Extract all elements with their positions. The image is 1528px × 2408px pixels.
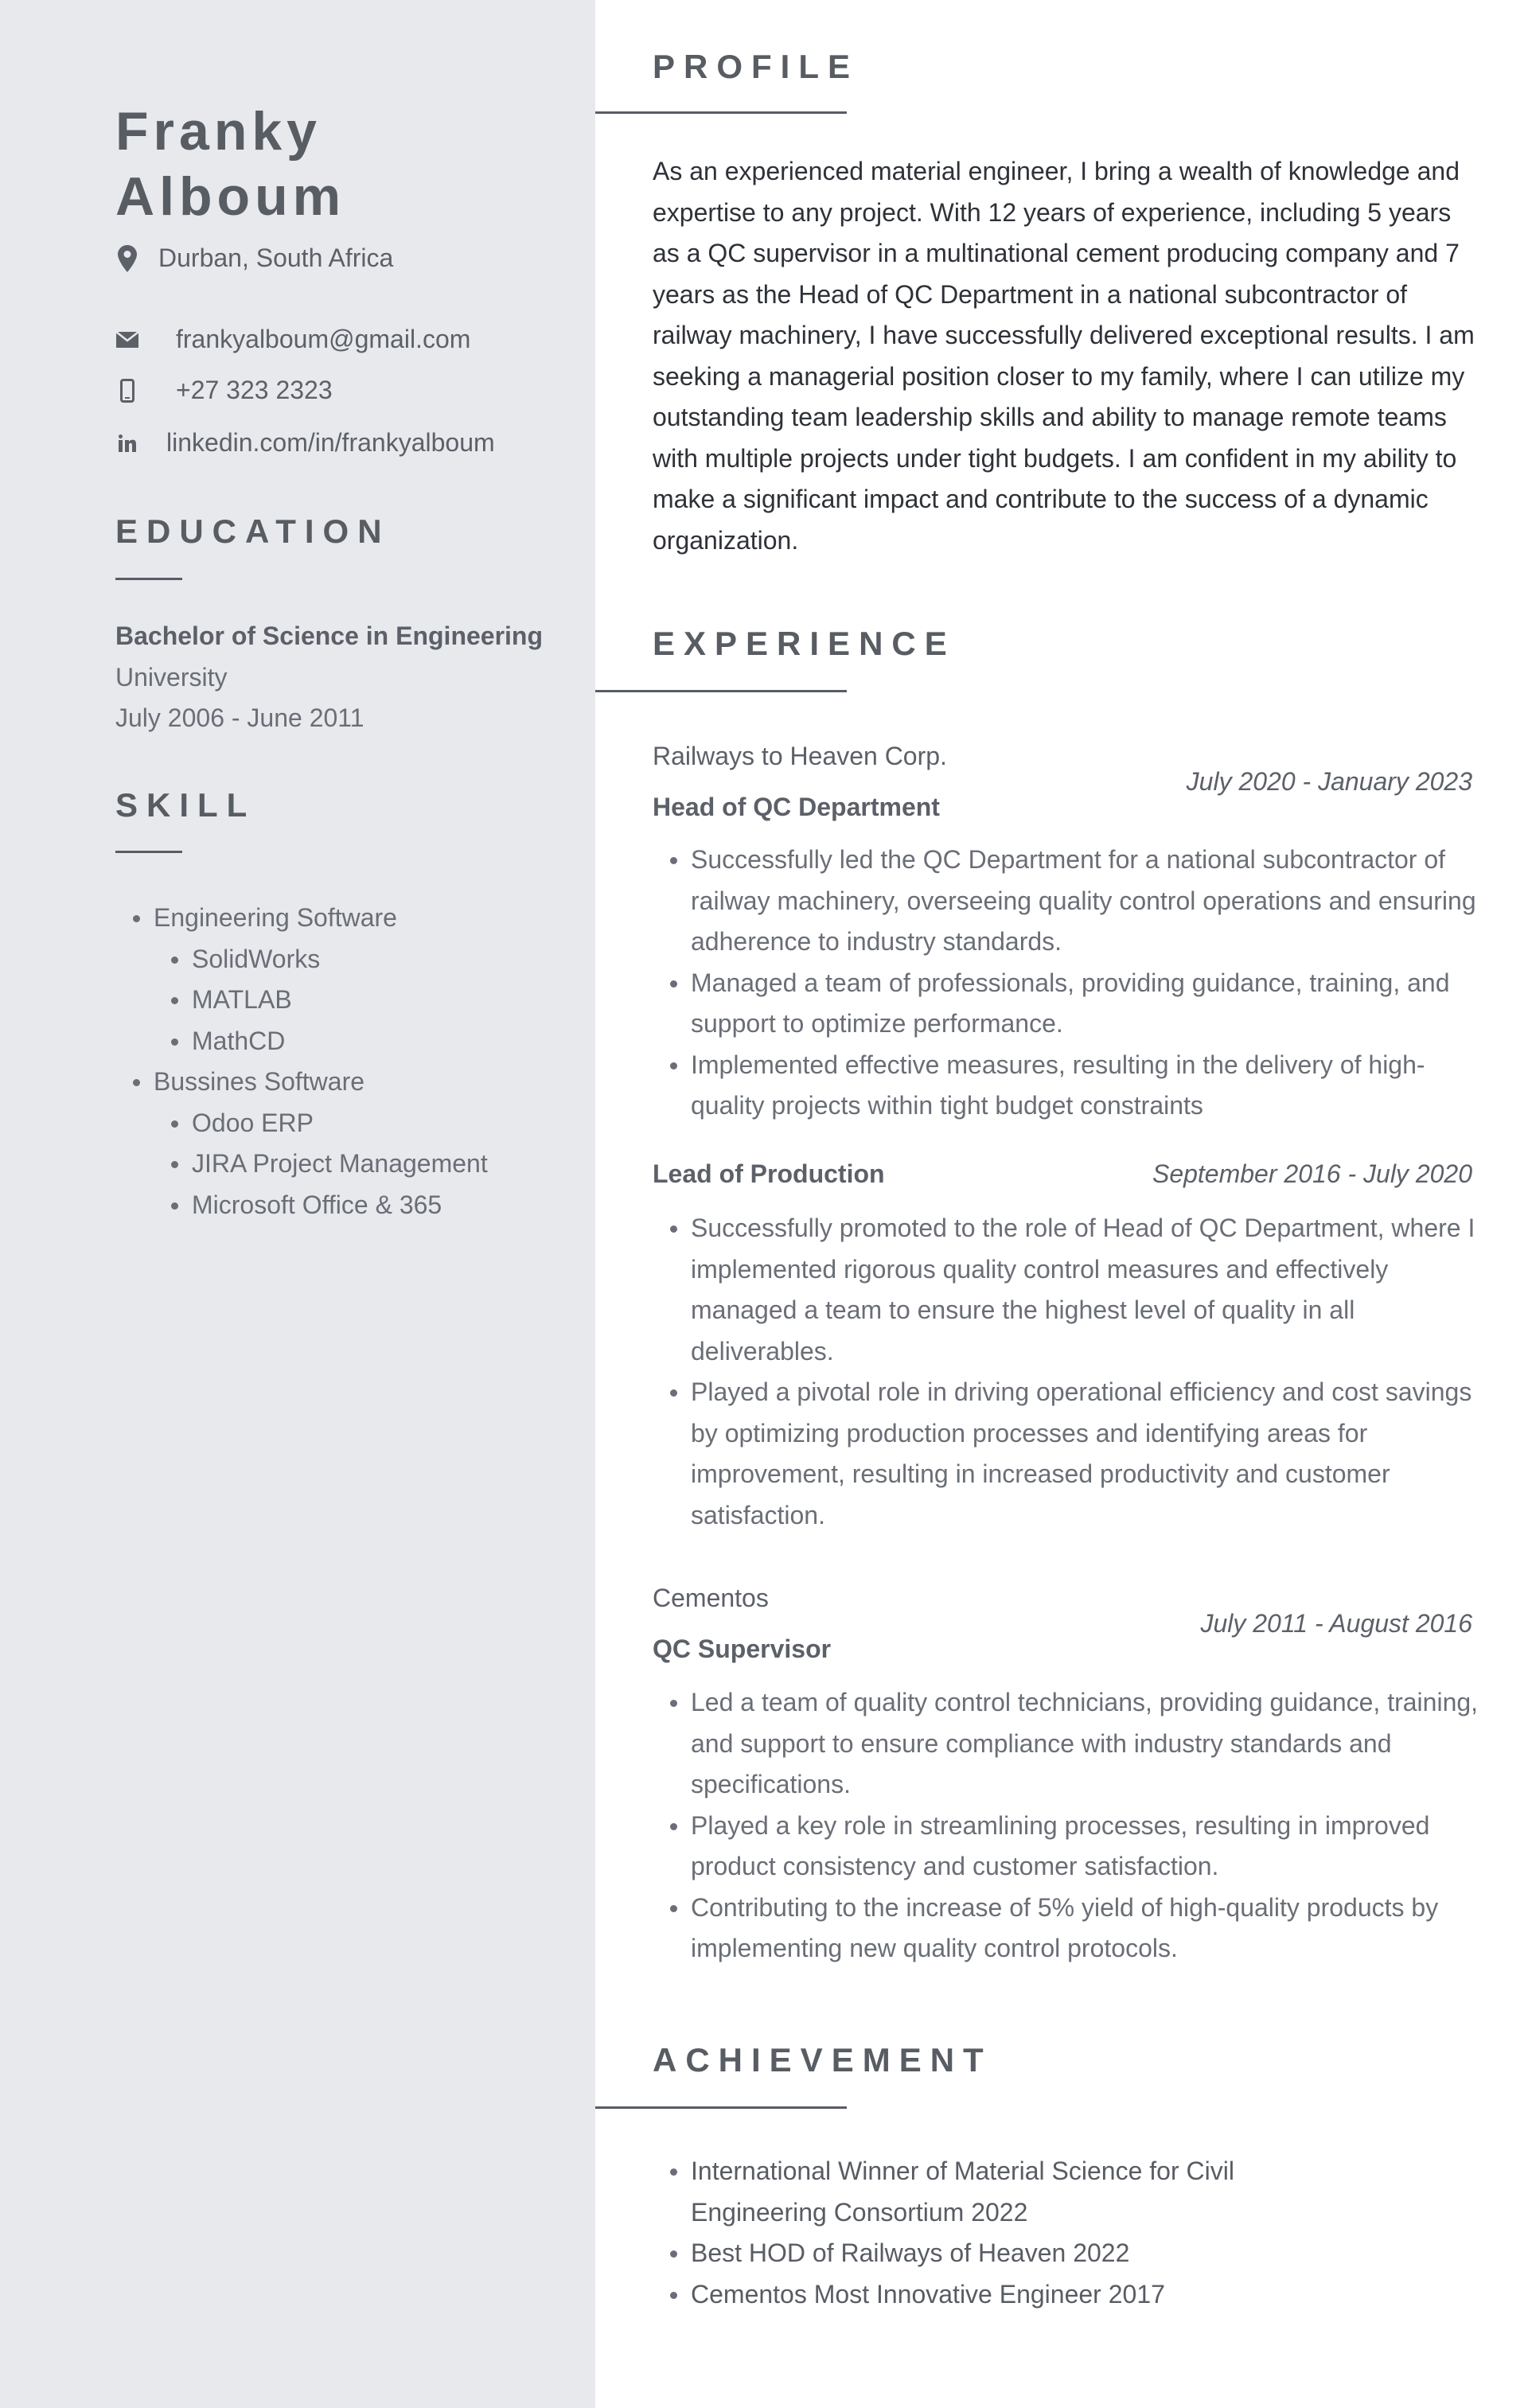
skill-item: MathCD bbox=[154, 1021, 488, 1062]
location-text: Durban, South Africa bbox=[158, 244, 394, 272]
experience-rule bbox=[595, 690, 847, 692]
list-item: Played a key role in streamlining processes, resulting in improved product consistency and customer satisfaction. bbox=[653, 1806, 1488, 1888]
list-item: Cementos Most Innovative Engineer 2017 bbox=[653, 2274, 1369, 2316]
candidate-name bbox=[115, 99, 345, 229]
skill-heading: SKILL bbox=[115, 786, 256, 824]
list-item: Led a team of quality control technicians, providing guidance, training, and support to ensure compliance with industry standards and specifications. bbox=[653, 1682, 1488, 1806]
last-name: Alboum bbox=[115, 166, 346, 227]
first-name: Franky bbox=[115, 101, 322, 162]
list-item: Managed a team of professionals, providing guidance, training, and support to optimize performance. bbox=[653, 963, 1488, 1045]
job-role: QC Supervisor bbox=[653, 1635, 832, 1663]
profile-heading: PROFILE bbox=[653, 48, 860, 85]
linkedin-text[interactable]: linkedin.com/in/frankyalboum bbox=[166, 428, 495, 457]
job-dates: July 2011 - August 2016 bbox=[1200, 1609, 1472, 1638]
job-bullets bbox=[653, 840, 1488, 1127]
envelope-icon bbox=[115, 332, 139, 348]
list-item: Successfully led the QC Department for a national subcontractor of railway machinery, overseeing quality control operations and ensuring adherence to industry standards. bbox=[653, 840, 1488, 963]
skill-item: Microsoft Office & 365 bbox=[154, 1185, 488, 1226]
skill-group: Bussines Software Odoo ERP JIRA Project Management Microsoft Office & 365 bbox=[115, 1062, 488, 1225]
skill-item: MATLAB bbox=[154, 980, 488, 1021]
sidebar bbox=[0, 0, 595, 2408]
email-row[interactable] bbox=[115, 325, 470, 354]
linkedin-icon bbox=[115, 434, 139, 452]
skill-item: SolidWorks bbox=[154, 939, 488, 980]
education-degree: Bachelor of Science in Engineering bbox=[115, 621, 544, 650]
job-dates: July 2020 - January 2023 bbox=[1186, 767, 1472, 796]
mobile-phone-icon bbox=[115, 379, 139, 403]
skill-item: JIRA Project Management bbox=[154, 1144, 488, 1185]
phone-text[interactable]: +27 323 2323 bbox=[176, 376, 333, 404]
list-item: International Winner of Material Science for Civil Engineering Consortium 2022 bbox=[653, 2151, 1369, 2233]
location-pin-icon bbox=[115, 245, 139, 272]
education-dates: July 2006 - June 2011 bbox=[115, 703, 364, 732]
profile-rule bbox=[595, 111, 847, 114]
job-role: Lead of Production bbox=[653, 1159, 885, 1188]
job-company: Cementos bbox=[653, 1584, 769, 1612]
list-item: Successfully promoted to the role of Head of QC Department, where I implemented rigorous quality control measures and effectively managed a team to ensure the highest level of quality in all deliverables. bbox=[653, 1208, 1488, 1372]
achievement-heading: ACHIEVEMENT bbox=[653, 2041, 992, 2079]
achievement-rule bbox=[595, 2106, 847, 2109]
job-role: Head of QC Department bbox=[653, 793, 940, 821]
achievement-list bbox=[653, 2151, 1369, 2315]
job-bullets bbox=[653, 1208, 1488, 1536]
phone-row[interactable] bbox=[115, 376, 333, 405]
skill-rule bbox=[115, 851, 182, 853]
education-rule bbox=[115, 578, 182, 580]
education-school: University bbox=[115, 663, 228, 692]
job-dates: September 2016 - July 2020 bbox=[1152, 1159, 1472, 1188]
list-item: Best HOD of Railways of Heaven 2022 bbox=[653, 2233, 1369, 2274]
experience-heading: EXPERIENCE bbox=[653, 625, 956, 662]
skill-item: Odoo ERP bbox=[154, 1103, 488, 1144]
job-company: Railways to Heaven Corp. bbox=[653, 742, 947, 770]
skills-list bbox=[115, 898, 488, 1225]
linkedin-row[interactable] bbox=[115, 428, 495, 458]
email-text[interactable]: frankyalboum@gmail.com bbox=[176, 325, 471, 353]
list-item: Contributing to the increase of 5% yield of high-quality products by implementing new quality control protocols. bbox=[653, 1888, 1488, 1970]
profile-text: As an experienced material engineer, I bring a wealth of knowledge and expertise to any project. With 12 years of experience, including 5 years as a QC supervisor in a multinational cement producing company and 7 years as the Head of QC Department in a national subcontractor of railway machinery, I have successfully delivered exceptional results. I am seeking a managerial position closer to my family, where I can utilize my outstanding team leadership skills and ability to manage remote teams with multiple projects under tight budgets. I am confident in my ability to make a significant impact and contribute to the success of a dynamic organization. bbox=[653, 157, 1475, 555]
job-bullets bbox=[653, 1682, 1488, 1970]
location-row bbox=[115, 244, 393, 273]
list-item: Played a pivotal role in driving operational efficiency and cost savings by optimizing production processes and identifying areas for improvement, resulting in increased productivity and customer satisfaction. bbox=[653, 1372, 1488, 1536]
skill-group: Engineering Software SolidWorks MATLAB MathCD bbox=[115, 898, 488, 1062]
list-item: Implemented effective measures, resulting in the delivery of high-quality projects within tight budget constraints bbox=[653, 1045, 1488, 1127]
education-heading: EDUCATION bbox=[115, 512, 391, 550]
